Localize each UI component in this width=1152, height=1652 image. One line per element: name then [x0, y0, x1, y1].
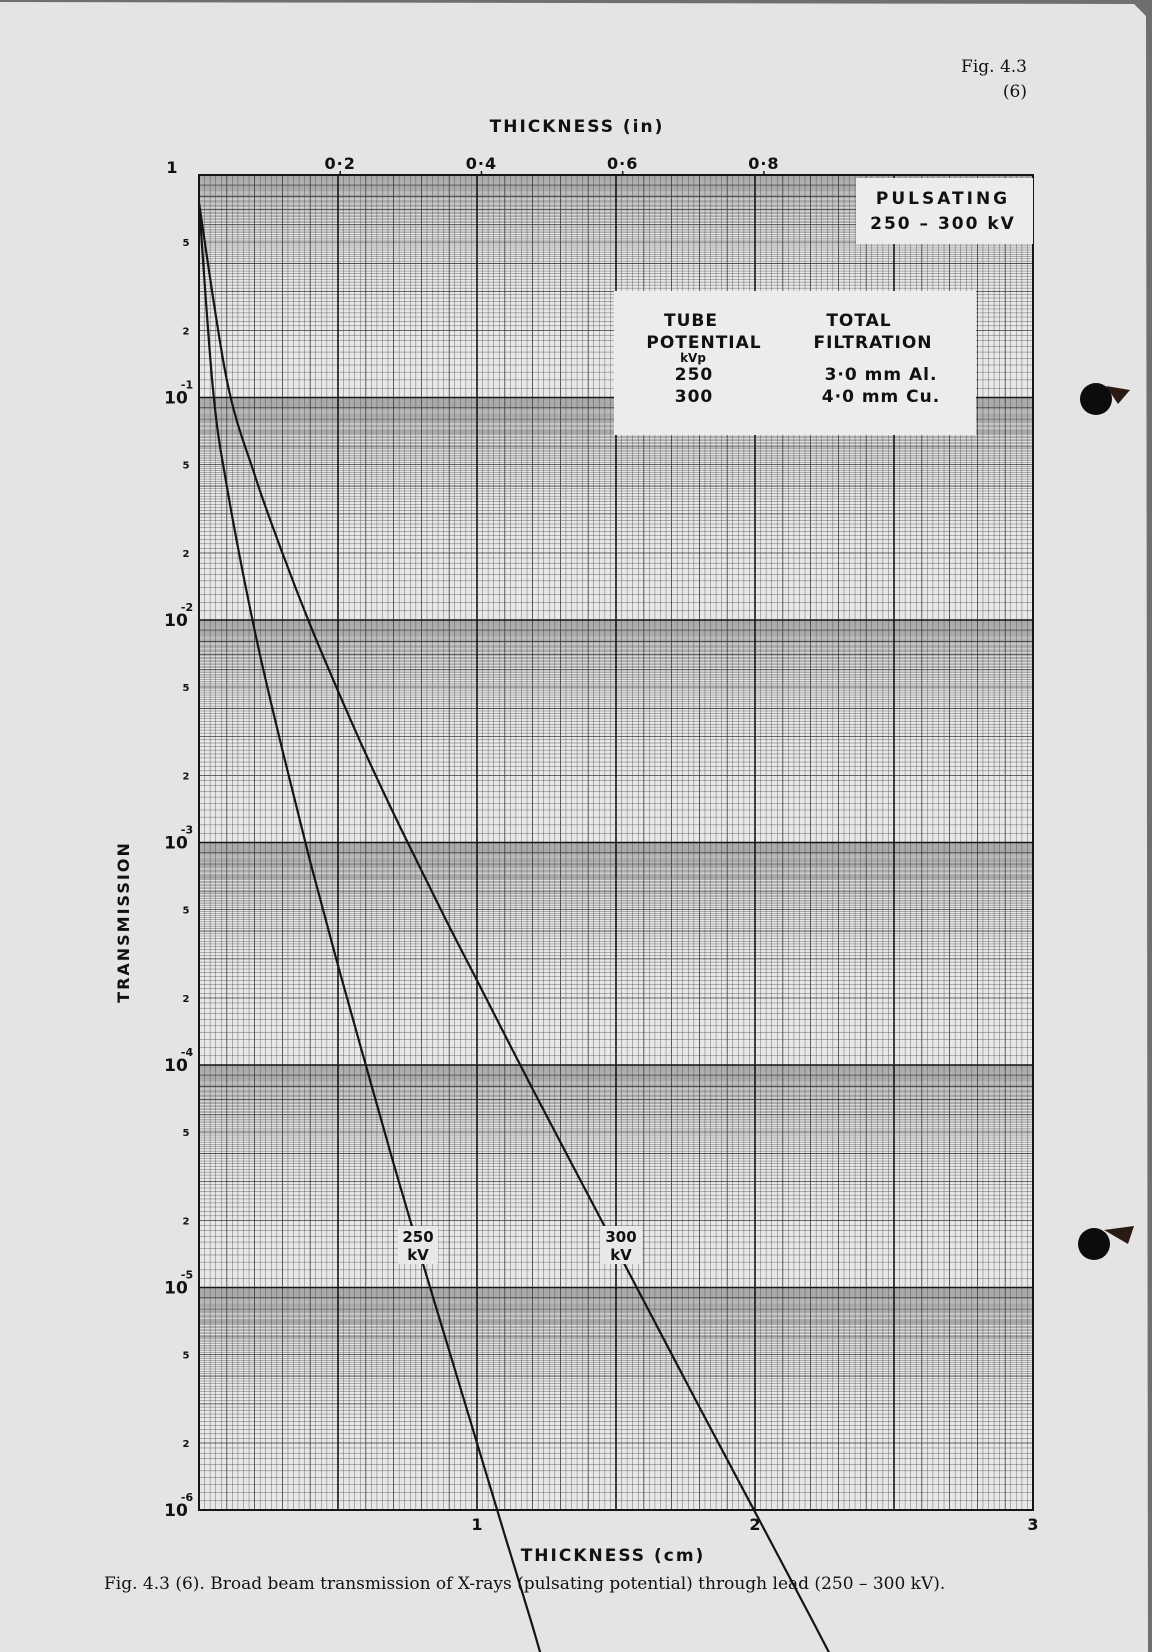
curve-label-300-line2: kV — [610, 1246, 632, 1264]
y-tick-exponent: -6 — [180, 1491, 194, 1504]
y-minor-tick-label: 2 — [182, 1216, 190, 1228]
legend-row-filtration-250: 3·0 mm Al. — [824, 365, 938, 385]
legend-row-filtration-300: 4·0 mm Cu. — [821, 387, 941, 407]
punch-hole-upper — [1080, 383, 1112, 415]
legend-col2-header1: TOTAL — [826, 311, 892, 331]
curve-label-300-line1: 300 — [605, 1228, 637, 1246]
y-minor-tick-label: 5 — [182, 682, 190, 694]
punch-hole-lower — [1078, 1228, 1110, 1260]
x2-tick-label: 0·6 — [607, 154, 639, 173]
y-minor-tick-label: 5 — [182, 1350, 190, 1362]
y-tick-label: 10 — [164, 1278, 188, 1299]
y-tick-label: 10 — [164, 388, 188, 409]
legend-row-kvp-300: 300 — [674, 387, 714, 407]
curve-label-300 — [600, 1226, 642, 1264]
y-tick-exponent: -4 — [180, 1046, 194, 1059]
x2-tick-label: 0·8 — [748, 154, 780, 173]
x-tick-label: 1 — [471, 1515, 483, 1534]
y-tick-label: 10 — [164, 611, 188, 631]
x2-tick-label: 0·2 — [324, 154, 356, 173]
y-tick-label: 10 — [164, 1056, 188, 1076]
figure-ref-sub: (6) — [1002, 82, 1027, 102]
curve-label-250 — [398, 1226, 438, 1264]
x-tick-label: 3 — [1027, 1515, 1039, 1534]
curve-label-250-line2: kV — [407, 1246, 429, 1264]
legend-box — [614, 291, 976, 435]
y-minor-tick-label: 2 — [182, 771, 190, 783]
figure-caption: Fig. 4.3 (6). Broad beam transmission of X-rays (pulsating potential) through lead (250 – 300 kV). — [104, 1574, 946, 1594]
y-minor-tick-label: 5 — [182, 1127, 190, 1139]
y-minor-tick-label: 2 — [182, 1439, 190, 1451]
x-tick-label: 2 — [749, 1515, 761, 1534]
curve-label-250-line1: 250 — [402, 1228, 434, 1246]
legend-col1-header2: POTENTIAL — [646, 333, 762, 353]
badge-line1: PULSATING — [875, 189, 1011, 209]
y-minor-tick-label: 5 — [182, 905, 190, 917]
y-tick-label: 1 — [166, 158, 178, 177]
y-axis-title: TRANSMISSION — [114, 841, 133, 1003]
y-tick-exponent: -5 — [180, 1268, 194, 1282]
x2-tick-label: 0·4 — [465, 154, 498, 173]
x-axis-title: THICKNESS (cm) — [520, 1546, 706, 1566]
badge-line2: 250 – 300 kV — [870, 214, 1016, 234]
y-tick-label: 10 — [164, 1501, 188, 1521]
y-tick-exponent: -3 — [180, 823, 194, 837]
y-minor-tick-label: 2 — [182, 326, 190, 338]
legend-row-kvp-250: 250 — [674, 365, 714, 385]
y-minor-tick-label: 5 — [182, 460, 190, 472]
pulsating-badge — [856, 178, 1033, 244]
y-minor-tick-label: 5 — [182, 237, 190, 249]
y-tick-exponent: -2 — [180, 601, 194, 614]
legend-col1-unit: kVp — [680, 351, 706, 365]
y-minor-tick-label: 2 — [182, 994, 190, 1006]
y-minor-tick-label: 2 — [182, 549, 190, 561]
y-tick-exponent: -1 — [180, 378, 194, 392]
top-axis-title: THICKNESS (in) — [489, 117, 665, 137]
figure-ref: Fig. 4.3 — [961, 57, 1027, 77]
legend-col2-header2: FILTRATION — [813, 333, 933, 353]
y-tick-label: 10 — [164, 833, 188, 854]
legend-col1-header1: TUBE — [664, 311, 718, 331]
